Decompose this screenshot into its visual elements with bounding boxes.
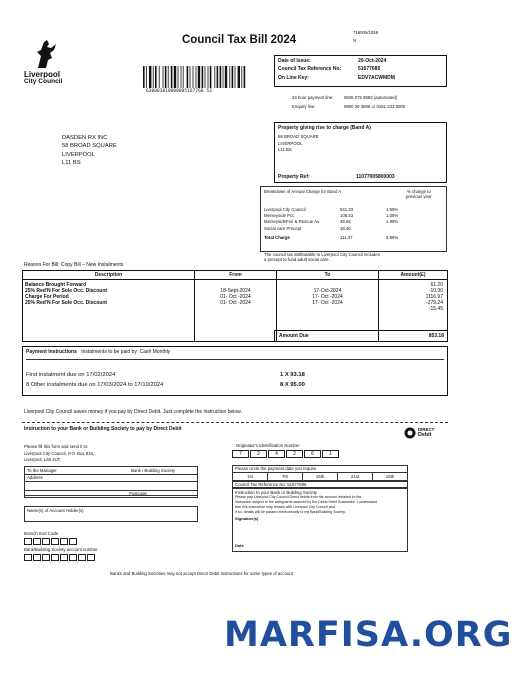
sort-code-cell[interactable] — [60, 538, 68, 545]
originator-digit: 4 — [268, 450, 285, 458]
barcode-bar — [214, 66, 215, 88]
charges-header — [23, 271, 447, 280]
breakdown-name: Social care Precept — [264, 225, 302, 231]
charge-from: 01- Oct -2024 — [220, 294, 251, 300]
property-ref-label: Property Ref: — [278, 173, 310, 180]
account-number-field[interactable] — [24, 554, 96, 563]
breakdown-total-amount: 111.37 — [340, 235, 353, 241]
breakdown-amount: 18.46 — [340, 225, 351, 231]
page-title: Council Tax Bill 2024 — [182, 34, 297, 46]
ref-code-1: 716006/1056 — [353, 30, 379, 35]
barcode-bar — [229, 66, 230, 88]
barcode-graphic — [143, 66, 250, 88]
charge-from: 18-Sept-2024 — [220, 288, 251, 294]
originator-label: Originator's Identification Number — [236, 443, 300, 448]
charge-amount: 61.20 — [430, 282, 443, 288]
originator-id-cells — [232, 450, 340, 458]
instr-line-1: Please pay Liverpool City Council Direct debits from the account detailed in this — [235, 495, 362, 500]
postcode-field[interactable] — [24, 490, 198, 498]
barcode-bar — [183, 66, 184, 88]
barcode-bar — [235, 66, 236, 88]
breakdown-amount: 108.53 — [340, 213, 354, 219]
breakdown-amount: 49.55 — [340, 219, 351, 225]
tear-line — [22, 422, 448, 423]
charge-amount: 1116.97 — [425, 294, 443, 300]
barcode-bar — [244, 66, 246, 88]
charge-from — [197, 306, 274, 312]
address-line-2: 58 BROAD SQUARE — [62, 143, 117, 150]
ct-ref-label: Council Tax Reference No: — [278, 66, 342, 73]
charge-to — [279, 306, 376, 312]
enquiry-line-value: 0800 28 3686 or 0151 233 3000 — [344, 104, 406, 110]
barcode-bar — [178, 66, 179, 88]
reason-for-bill: Reason For Bill: Copy Bill – New Instalments — [24, 262, 124, 268]
property-box — [274, 122, 447, 183]
recipient-address — [62, 134, 117, 168]
barcode-bar — [143, 66, 145, 88]
breakdown-change: 1.05% — [386, 213, 399, 219]
barcode-bar — [168, 66, 169, 88]
other-instalments-value: 8 X 95.00 — [280, 382, 305, 389]
barcode-bar — [217, 66, 219, 88]
barcode-bar — [149, 66, 151, 88]
account-number-cell[interactable] — [33, 554, 41, 561]
breakdown-name: MerseysideFire & Rescue Au — [264, 219, 320, 225]
contact-block — [292, 95, 462, 110]
watermark: MARFISA.ORG — [224, 615, 512, 655]
account-holder-field[interactable] — [24, 506, 198, 522]
sort-code-label: Branch Sort Code — [24, 531, 59, 536]
amount-due-value: 853.18 — [428, 333, 444, 340]
breakdown-note — [264, 252, 380, 263]
instr-title: Instruction to your Bank or Building Society — [235, 490, 317, 495]
breakdown-row — [264, 219, 443, 224]
charge-to: 17- Oct -2024 — [312, 294, 343, 300]
barcode-bar — [146, 66, 147, 88]
dd-logo-line1: DIRECT — [418, 427, 435, 432]
payment-subtitle: Instalments to be paid by: Cash Monthly — [81, 349, 171, 355]
to-manager-label: To the Manager — [27, 467, 57, 473]
barcode-bar — [174, 66, 176, 88]
charge-from: 01- Oct -2024 — [220, 300, 251, 306]
logo-text-1: Liverpool — [24, 70, 61, 79]
payment-date-option[interactable]: 15th — [303, 473, 338, 481]
barcode-bar — [159, 66, 160, 88]
property-ref-value: 11077005800003 — [356, 173, 395, 180]
barcode-bar — [163, 66, 164, 88]
amount-due-label: Amount Due — [279, 333, 309, 340]
ct-ref-value: 51677685 — [358, 66, 381, 73]
issue-box — [274, 55, 447, 87]
originator-digit: 6 — [304, 450, 321, 458]
col-description: Description — [23, 271, 195, 279]
originator-digit: 7 — [232, 450, 249, 458]
account-number-label: Bank/Building Society account number — [24, 547, 98, 552]
address-line-3: LIVERPOOL — [62, 151, 95, 158]
signature-label: Signature(s) — [235, 515, 259, 521]
barcode-number: 630003010000005167768 53 — [146, 89, 212, 94]
breakdown-note-1: The council tax attributable to Liverpool City Council includes — [264, 252, 380, 257]
account-number-cell[interactable] — [69, 554, 77, 561]
dd-send-1: Please fill this form and send it to: — [24, 444, 89, 449]
charge-amount: -15.45 — [428, 306, 443, 312]
col-amount: Amount(£) — [400, 272, 426, 278]
address-line-4: L11 BS — [62, 160, 81, 167]
dd-ct-reference: Council Tax Reference No: 51677685 — [232, 481, 408, 488]
barcode-bar — [155, 66, 157, 88]
issue-date-label: Date of Issue: — [278, 58, 311, 64]
dd-send-to — [24, 444, 94, 464]
dd-send-2: Liverpool City Council, P.O. Box 834, — [24, 450, 95, 456]
address-line-1: DASDEN RX INC — [62, 135, 108, 141]
account-holder-label: Name(s) of Account Holder(s) — [27, 508, 84, 513]
barcode-bar — [198, 66, 200, 88]
barcode-bar — [241, 66, 242, 88]
breakdown-amount: 941.33 — [340, 206, 354, 212]
footer-note: Banks and Building Societies may not accept Direct Debit Instructions for some types of account — [110, 571, 293, 576]
barcode-bar — [220, 66, 222, 88]
barcode-bar — [223, 66, 224, 88]
charge-to: 17-Oct-2024 — [313, 288, 342, 294]
property-title: Property giving rise to charge (Band A) — [278, 125, 371, 131]
logo-text-2: City Council — [24, 78, 63, 85]
direct-debit-icon — [404, 427, 416, 439]
council-logo — [22, 38, 72, 88]
breakdown-total-row — [264, 235, 443, 240]
payment-line-value: 0845 075 8583 (automated) — [344, 95, 398, 100]
charge-amount: -279.24 — [426, 300, 443, 306]
payment-date-option[interactable]: 7th — [268, 473, 303, 481]
breakdown-box — [260, 186, 447, 252]
barcode-bar — [171, 66, 173, 88]
breakdown-total-change: 3.99% — [386, 235, 399, 241]
sort-code-cell[interactable] — [51, 538, 59, 545]
breakdown-name: Merseyside Pcc — [264, 213, 295, 219]
account-number-cell[interactable] — [78, 554, 86, 561]
online-key-value: EDV7ACWMDM — [358, 74, 395, 81]
barcode-bar — [225, 66, 227, 88]
account-number-cell[interactable] — [51, 554, 59, 561]
date-label: Date — [235, 542, 244, 548]
sort-code-cell[interactable] — [42, 538, 50, 545]
breakdown-rows — [264, 207, 443, 231]
property-line-2: LIVERPOOL — [278, 140, 303, 146]
first-instalment-label: First instalment due on 17/02/2024 — [26, 372, 116, 379]
barcode-bar — [187, 66, 189, 88]
address-field-label: Address — [25, 475, 197, 482]
barcode-bar — [210, 66, 212, 88]
account-number-cell[interactable] — [60, 554, 68, 561]
payment-date-option[interactable]: 1st — [233, 473, 268, 481]
breakdown-change — [386, 226, 416, 231]
barcode-bar — [193, 66, 194, 88]
originator-digit: 2 — [250, 450, 267, 458]
liver-bird-icon — [32, 38, 62, 70]
online-key-label: On Line Key: — [278, 74, 309, 81]
originator-digit: 2 — [286, 450, 303, 458]
breakdown-total-label: Total Charge — [264, 235, 290, 241]
breakdown-row — [264, 226, 443, 231]
desc-column — [23, 280, 195, 341]
col-to: To — [277, 271, 379, 279]
charge-amount: -10.30 — [428, 288, 443, 294]
first-instalment-value: 1 X 93.18 — [280, 372, 305, 379]
dd-instruction-box[interactable] — [232, 488, 408, 552]
originator-digit: 1 — [322, 450, 339, 458]
dd-logo-line2: Debit — [418, 432, 432, 438]
charge-desc: 25% Red'N For Sole Occ. Discount — [25, 288, 108, 294]
barcode-bar — [208, 66, 209, 88]
instr-line-3: that this instruction may remain with Liverpool City Council and, — [235, 505, 336, 510]
change-label-2: previous year — [406, 194, 432, 200]
sort-code-cell[interactable] — [69, 538, 77, 545]
breakdown-change: 1.99% — [386, 206, 399, 212]
barcode-bar — [153, 66, 154, 88]
circle-date-label: Please circle the payment date you require — [233, 466, 407, 473]
postcode-label: Postcode — [129, 491, 147, 496]
breakdown-title: Breakdown of Annual Charge for Band A — [264, 189, 342, 194]
payment-date-box[interactable] — [232, 465, 408, 481]
enquiry-line-label: Enquiry line: — [292, 104, 316, 110]
direct-debit-note: Liverpool City Council saves money if you pay by Direct Debit. Just complete the instruction below. — [24, 409, 242, 415]
barcode — [143, 66, 250, 88]
charge-desc: Balance Brought Forward — [25, 282, 87, 288]
account-number-cell[interactable] — [87, 554, 95, 561]
payment-date-option[interactable]: 21st — [338, 473, 373, 481]
payment-title: Payment Instructions — [26, 349, 77, 355]
direct-debit-logo — [404, 426, 444, 440]
barcode-bar — [238, 66, 240, 88]
barcode-bar — [205, 66, 206, 88]
sort-code-cell[interactable] — [24, 538, 32, 545]
sort-code-cell[interactable] — [33, 538, 41, 545]
barcode-bar — [232, 66, 234, 88]
change-label-1: % change to — [406, 189, 431, 194]
breakdown-note-2: a precept to fund adult social care. — [264, 257, 330, 263]
charge-desc — [25, 306, 192, 312]
col-from: From — [195, 271, 277, 279]
payment-date-option[interactable]: 28th — [385, 474, 395, 479]
payment-instructions — [22, 346, 448, 396]
charge-desc: 25% Red'N For Sole Occ. Discount — [25, 300, 108, 306]
payment-date-options — [233, 473, 407, 481]
charge-to: 17- Oct -2024 — [312, 300, 343, 306]
property-line-1: 58 BROAD SQUARE — [278, 134, 319, 140]
barcode-bar — [196, 66, 197, 88]
breakdown-row — [264, 207, 443, 212]
property-line-3: L11 BS — [278, 147, 292, 153]
breakdown-change: 1.99% — [386, 219, 399, 225]
breakdown-row — [264, 213, 443, 218]
account-number-cell[interactable] — [24, 554, 32, 561]
barcode-bar — [181, 66, 182, 88]
bank-society-label: Bank / Building Society — [131, 467, 175, 473]
dd-title: Instruction to your Bank or Building Society to pay by Direct Debit — [24, 426, 182, 432]
instr-line-4: if so, details will be passed electronically to my Bank/Building Society. — [235, 509, 346, 514]
barcode-bar — [165, 66, 167, 88]
payment-line-label: 24 hour payment line: — [292, 95, 334, 100]
barcode-bar — [190, 66, 191, 88]
charge-desc: Charge For Period — [25, 294, 69, 300]
issue-date-value: 20-Oct-2024 — [358, 58, 387, 64]
account-number-cell[interactable] — [42, 554, 50, 561]
sort-code-field[interactable] — [24, 538, 78, 547]
ref-code-2: N — [353, 38, 357, 43]
amount-due-row — [274, 330, 448, 342]
from-column — [195, 280, 277, 341]
instr-line-2: instruction subject to the safeguards assured by the Direct Debit Guarantee. I understand — [235, 500, 377, 505]
dd-send-3: Liverpool, L69 2UT. — [24, 457, 62, 463]
breakdown-name: Liverpool City Council — [264, 206, 306, 212]
barcode-bar — [202, 66, 204, 88]
other-instalments-label: 8 Other instalments due on 17/03/2024 to 17/10/2024 — [26, 382, 164, 389]
